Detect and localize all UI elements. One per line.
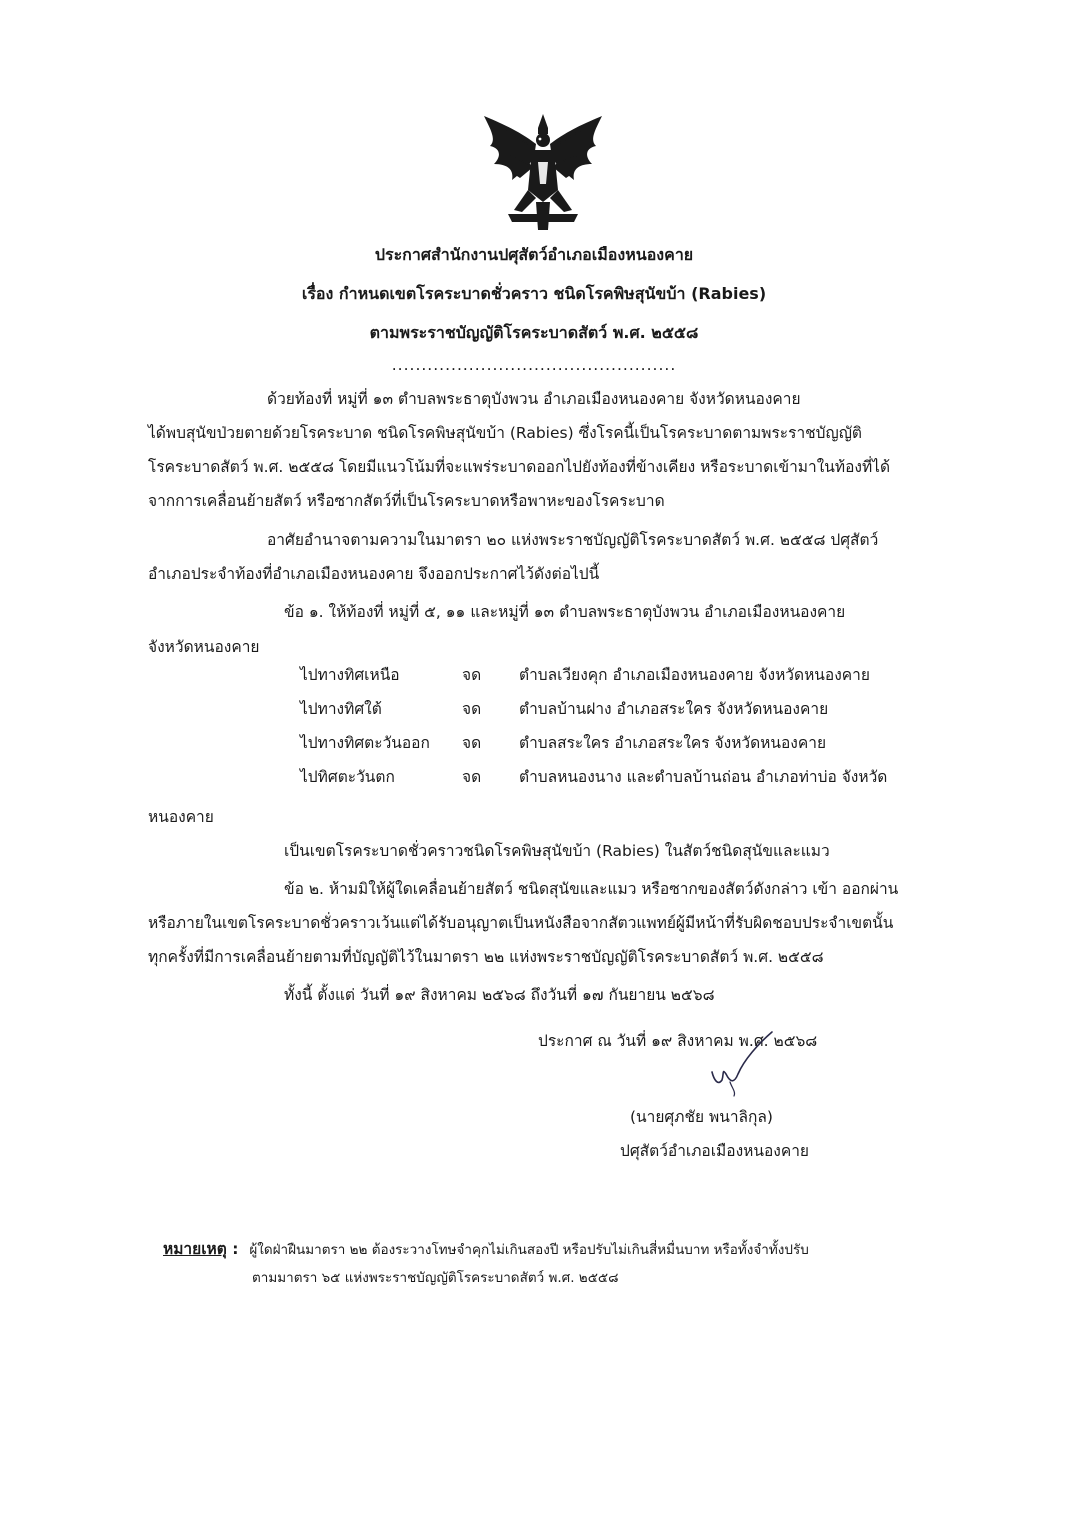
note-colon: : xyxy=(226,1240,239,1258)
para1-line-4: จากการเคลื่อนย้ายสัตว์ หรือซากสัตว์ที่เป็นโรคระบาดหรือพาหะของโรคระบาด xyxy=(148,492,665,510)
boundary-to: จด xyxy=(462,700,482,718)
title-line-3: ตามพระราชบัญญัติโรคระบาดสัตว์ พ.ศ. ๒๕๕๘ xyxy=(369,323,699,342)
boundary-direction: ไปทางทิศตะวันออก xyxy=(300,734,430,752)
title-divider: ................................................ xyxy=(391,356,677,374)
note-label: หมายเหตุ xyxy=(163,1240,227,1258)
item2-line-1: ข้อ ๒. ห้ามมิให้ผู้ใดเคลื่อนย้ายสัตว์ ชนิดสุนัขและแมว หรือซากของสัตว์ดังกล่าว เข้า ออกผ่าน xyxy=(284,880,899,898)
handwritten-signature-icon xyxy=(700,1030,790,1100)
boundary-place: ตำบลสระใคร อำเภอสระใคร จังหวัดหนองคาย xyxy=(519,734,827,752)
boundary-direction: ไปทางทิศใต้ xyxy=(300,700,382,718)
effective-period: ทั้งนี้ ตั้งแต่ วันที่ ๑๙ สิงหาคม ๒๕๖๘ ถึงวันที่ ๑๗ กันยายน ๒๕๖๘ xyxy=(284,986,715,1004)
title-line-1: ประกาศสำนักงานปศุสัตว์อำเภอเมืองหนองคาย xyxy=(374,245,694,264)
boundary-place: ตำบลบ้านฝาง อำเภอสระใคร จังหวัดหนองคาย xyxy=(519,700,829,718)
boundary-direction: ไปทางทิศเหนือ xyxy=(300,666,400,684)
note-line-1 xyxy=(163,1238,809,1260)
note-text-1: ผู้ใดฝ่าฝืนมาตรา ๒๒ ต้องระวางโทษจำคุกไม่เกินสองปี หรือปรับไม่เกินสี่หมื่นบาท หรือทั้งจำทั้งปรับ xyxy=(249,1242,809,1258)
signer-name: (นายศุภชัย พนาลิกุล) xyxy=(630,1108,773,1126)
boundary-place: ตำบลหนองนาง และตำบลบ้านถ่อน อำเภอท่าบ่อ จังหวัด xyxy=(519,768,888,786)
para2-line-1: อาศัยอำนาจตามความในมาตรา ๒๐ แห่งพระราชบัญญัติโรคระบาดสัตว์ พ.ศ. ๒๕๕๘ ปศุสัตว์ xyxy=(267,531,879,549)
item1-line-3: หนองคาย xyxy=(148,808,214,826)
item1-line-2: จังหวัดหนองคาย xyxy=(148,638,260,656)
item1-line-4: เป็นเขตโรคระบาดชั่วคราวชนิดโรคพิษสุนัขบ้า (Rabies) ในสัตว์ชนิดสุนัขและแมว xyxy=(284,842,830,860)
boundary-to: จด xyxy=(462,734,482,752)
boundary-to: จด xyxy=(462,768,482,786)
announcement-date: ประกาศ ณ วันที่ ๑๙ สิงหาคม พ.ศ. ๒๕๖๘ xyxy=(538,1032,818,1050)
title-line-2: เรื่อง กำหนดเขตโรคระบาดชั่วคราว ชนิดโรคพิษสุนัขบ้า (Rabies) xyxy=(301,284,767,303)
item2-line-3: ทุกครั้งที่มีการเคลื่อนย้ายตามที่บัญญัติไว้ในมาตรา ๒๒ แห่งพระราชบัญญัติโรคระบาดสัตว์ พ.ศ. ๒๕๕๘ xyxy=(148,948,824,966)
boundary-direction: ไปทิศตะวันตก xyxy=(300,768,395,786)
note-line-2: ตามมาตรา ๖๕ แห่งพระราชบัญญัติโรคระบาดสัตว์ พ.ศ. ๒๕๕๘ xyxy=(252,1270,619,1286)
boundary-to: จด xyxy=(462,666,482,684)
garuda-emblem-icon xyxy=(478,110,608,235)
boundary-place: ตำบลเวียงคุก อำเภอเมืองหนองคาย จังหวัดหนองคาย xyxy=(519,666,870,684)
para1-line-2: ได้พบสุนัขป่วยตายด้วยโรคระบาด ชนิดโรคพิษสุนัขบ้า (Rabies) ซึ่งโรคนี้เป็นโรคระบาดตามพระราชบัญญัติ xyxy=(148,424,862,442)
para1-line-3: โรคระบาดสัตว์ พ.ศ. ๒๕๕๘ โดยมีแนวโน้มที่จะแพร่ระบาดออกไปยังท้องที่ข้างเคียง หรือระบาดเข้ามาในท้องที่ได้ xyxy=(148,458,891,476)
para2-line-2: อำเภอประจำท้องที่อำเภอเมืองหนองคาย จึงออกประกาศไว้ดังต่อไปนี้ xyxy=(148,565,600,583)
item1-line-1: ข้อ ๑. ให้ท้องที่ หมู่ที่ ๕, ๑๑ และหมู่ที่ ๑๓ ตำบลพระธาตุบังพวน อำเภอเมืองหนองคาย xyxy=(284,603,846,621)
item2-line-2: หรือภายในเขตโรคระบาดชั่วคราวเว้นแต่ได้รับอนุญาตเป็นหนังสือจากสัตวแพทย์ผู้มีหน้าที่รับผิดชอบประจำเขตนั้น xyxy=(148,914,894,932)
signer-position: ปศุสัตว์อำเภอเมืองหนองคาย xyxy=(620,1142,809,1160)
para1-line-1: ด้วยท้องที่ หมู่ที่ ๑๓ ตำบลพระธาตุบังพวน อำเภอเมืองหนองคาย จังหวัดหนองคาย xyxy=(267,390,801,408)
